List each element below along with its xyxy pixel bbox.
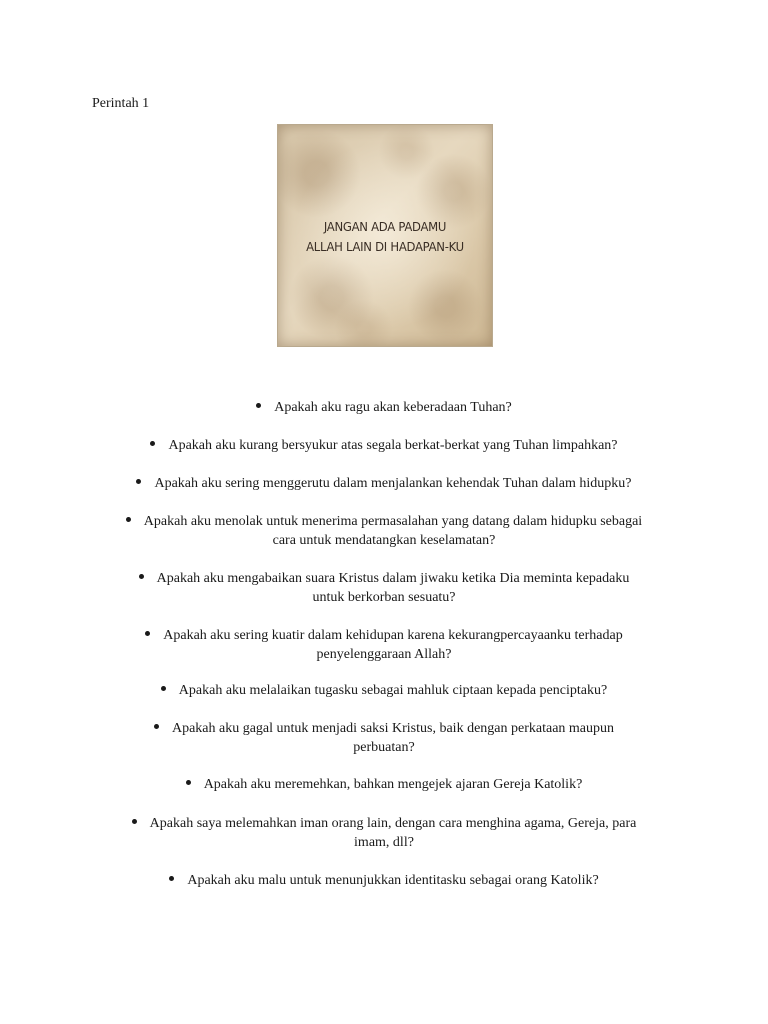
bullet-icon bbox=[161, 686, 166, 691]
question-item bbox=[0, 512, 768, 550]
section-heading: Perintah 1 bbox=[92, 96, 150, 111]
question-item bbox=[0, 681, 768, 700]
bullet-icon bbox=[169, 876, 174, 881]
bullet-icon bbox=[154, 724, 159, 729]
question-item bbox=[0, 775, 768, 794]
bullet-icon bbox=[145, 631, 150, 636]
bullet-icon bbox=[132, 819, 137, 824]
commandment-image-text bbox=[285, 217, 484, 257]
question-text-continued: cara untuk mendatangkan keselamatan? bbox=[272, 533, 496, 548]
question-item bbox=[0, 474, 768, 493]
question-text: Apakah aku sering kuatir dalam kehidupan karena kekurangpercayaanku terhadap bbox=[163, 628, 623, 643]
question-text: Apakah aku kurang bersyukur atas segala berkat-berkat yang Tuhan limpahkan? bbox=[168, 438, 618, 453]
question-item bbox=[0, 626, 768, 664]
commandment-image-line: ALLAH LAIN DI HADAPAN-KU bbox=[306, 239, 464, 254]
question-text: Apakah aku menolak untuk menerima permasalahan yang datang dalam hidupku sebagai bbox=[143, 514, 643, 529]
question-text: Apakah aku mengabaikan suara Kristus dalam jiwaku ketika Dia meminta kepadaku bbox=[156, 571, 630, 586]
question-text-continued: untuk berkorban sesuatu? bbox=[312, 590, 456, 605]
bullet-icon bbox=[139, 574, 144, 579]
question-text: Apakah aku malu untuk menunjukkan identitasku sebagai orang Katolik? bbox=[187, 873, 599, 888]
bullet-icon bbox=[126, 517, 131, 522]
question-text: Apakah aku meremehkan, bahkan mengejek ajaran Gereja Katolik? bbox=[203, 777, 583, 792]
question-text-continued: imam, dll? bbox=[354, 835, 414, 850]
bullet-icon bbox=[136, 479, 141, 484]
question-item bbox=[0, 436, 768, 455]
question-text: Apakah saya melemahkan iman orang lain, dengan cara menghina agama, Gereja, para bbox=[149, 816, 637, 831]
commandment-image bbox=[277, 124, 493, 347]
question-item bbox=[0, 569, 768, 607]
question-item bbox=[0, 814, 768, 852]
question-text: Apakah aku gagal untuk menjadi saksi Kristus, baik dengan perkataan maupun bbox=[171, 721, 615, 736]
question-item bbox=[0, 719, 768, 757]
question-text: Apakah aku melalaikan tugasku sebagai mahluk ciptaan kepada penciptaku? bbox=[178, 683, 608, 698]
question-text: Apakah aku sering menggerutu dalam menjalankan kehendak Tuhan dalam hidupku? bbox=[154, 476, 632, 491]
question-text-continued: penyelenggaraan Allah? bbox=[316, 647, 452, 662]
question-text: Apakah aku ragu akan keberadaan Tuhan? bbox=[274, 400, 512, 415]
bullet-icon bbox=[256, 403, 261, 408]
question-item bbox=[0, 871, 768, 890]
commandment-image-line: JANGAN ADA PADAMU bbox=[323, 219, 447, 234]
bullet-icon bbox=[150, 441, 155, 446]
question-item bbox=[0, 398, 768, 417]
bullet-icon bbox=[186, 780, 191, 785]
question-text-continued: perbuatan? bbox=[353, 740, 415, 755]
